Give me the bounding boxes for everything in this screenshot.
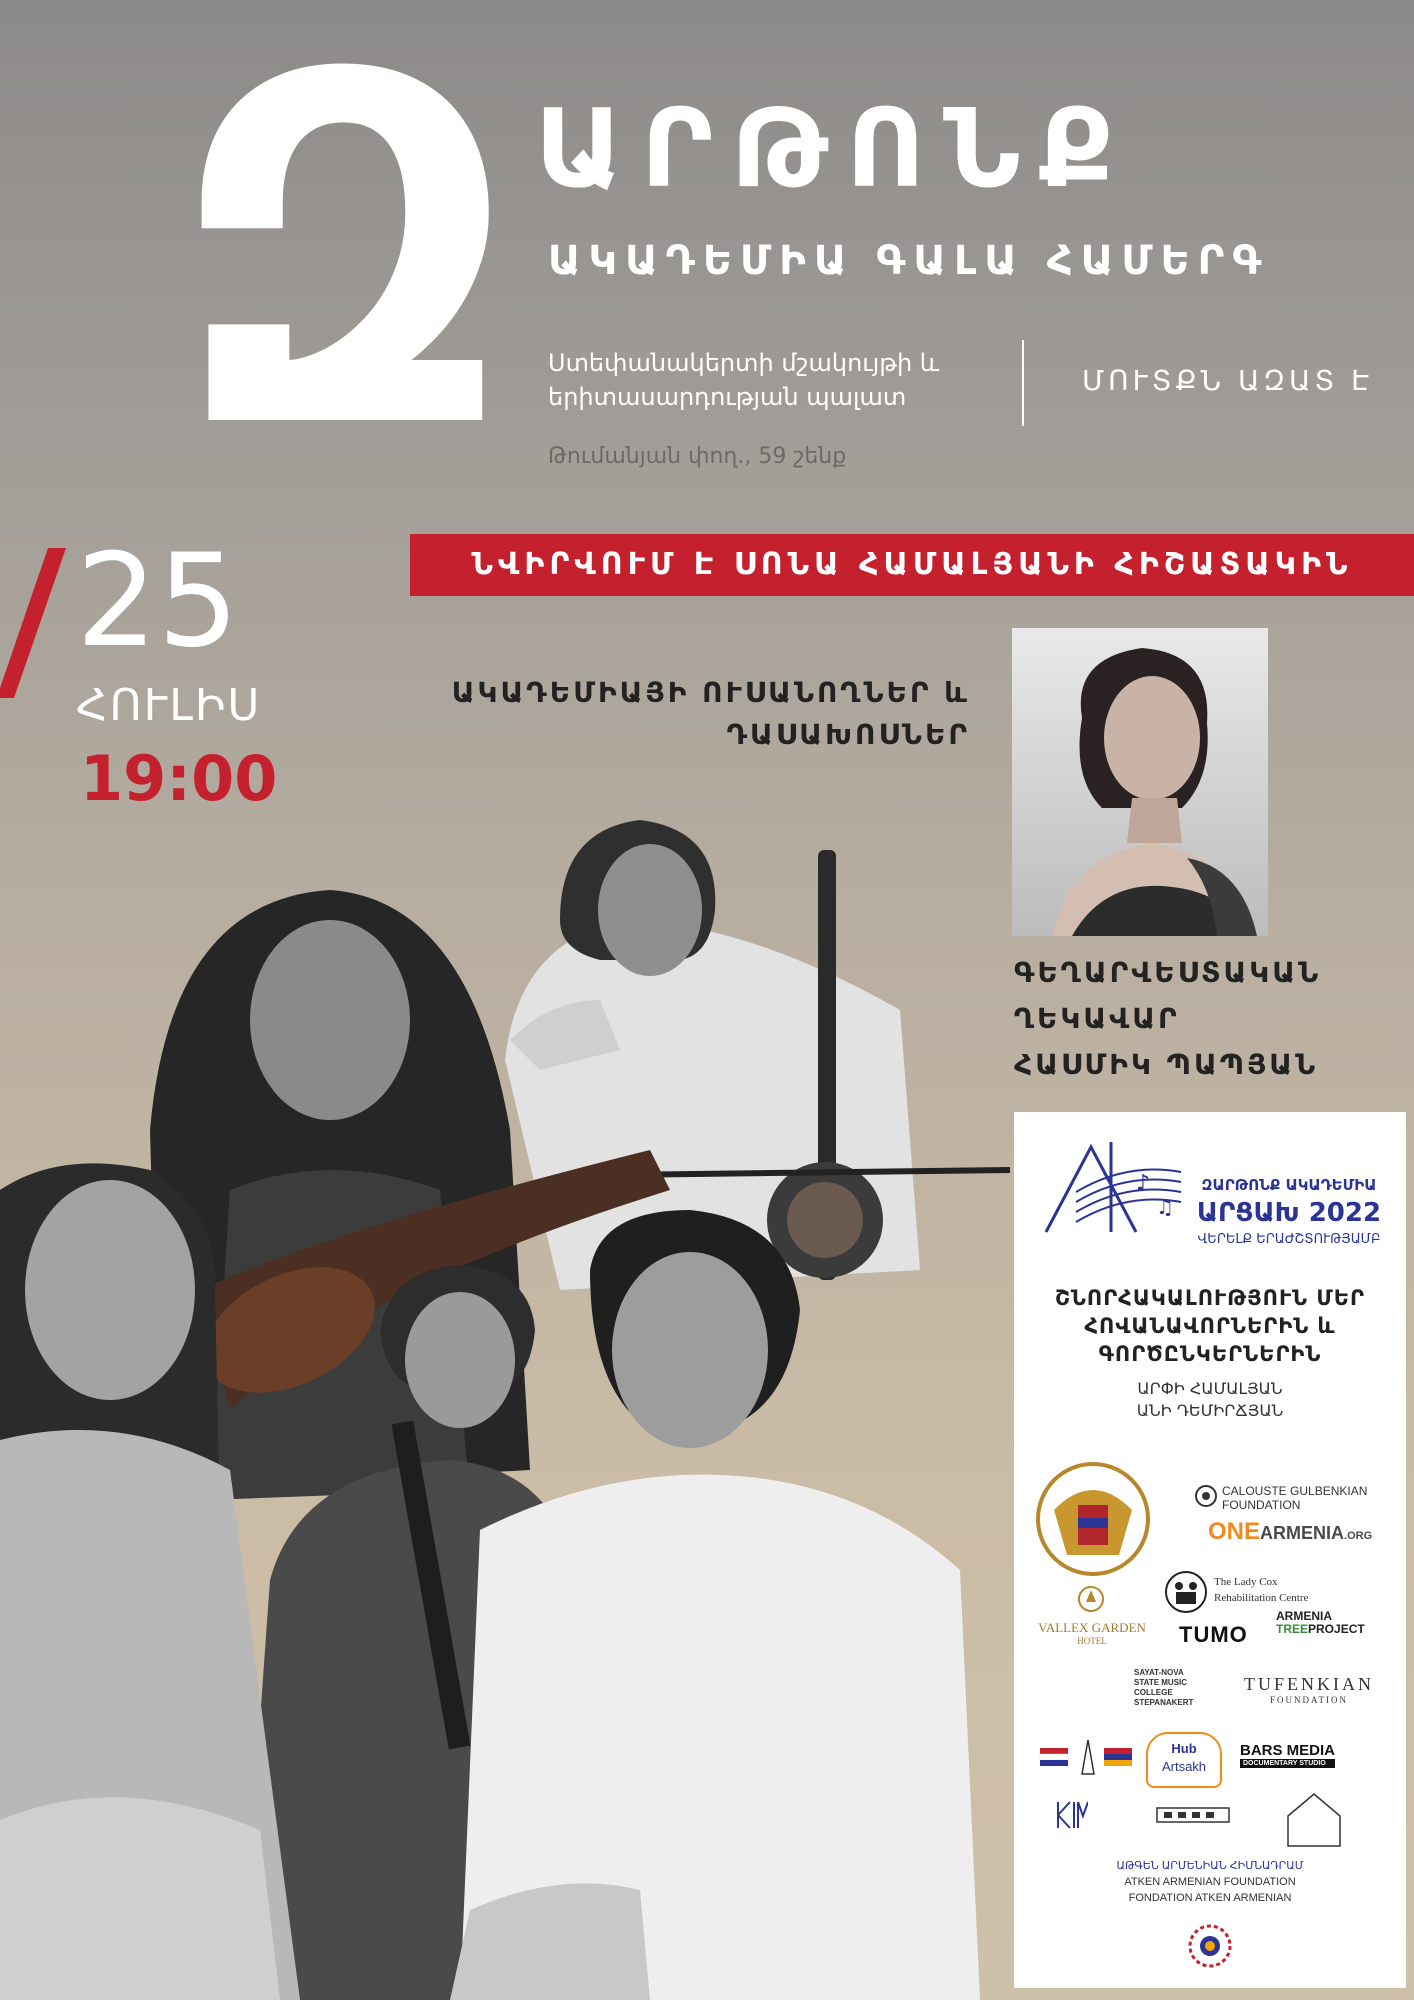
thanks-line-3: ԳՈՐԾԸՆԿԵՐՆԵՐԻՆ [1098, 1342, 1322, 1366]
thanks-heading [1034, 1284, 1386, 1368]
gulbenkian-icon [1194, 1484, 1218, 1508]
atken-line-2: ATKEN ARMENIAN FOUNDATION [1124, 1876, 1296, 1888]
academy-name: ԶԱՐԹՈՆՔ ԱԿԱԴԵՄԻԱ [1201, 1176, 1377, 1194]
armenia-tree-line-3: PROJECT [1308, 1622, 1365, 1636]
event-month: ՀՈՒԼԻՍ [76, 680, 262, 731]
relocation-project-house-icon [1284, 1790, 1344, 1848]
academy-logo [1036, 1132, 1186, 1242]
dedication-banner [410, 534, 1414, 596]
poster-title: ԱՐԹՈՆՔ [535, 87, 1132, 212]
academy-year: ԱՐՑԱԽ 2022 [1196, 1198, 1382, 1228]
gulbenkian-line-2: FOUNDATION [1222, 1498, 1301, 1512]
dedication-text: ՆՎԻՐՎՈՒՄ Է ՍՈՆԱ ՀԱՄԱԼՅԱՆԻ ՀԻՇԱՏԱԿԻՆ [471, 547, 1353, 582]
director-line-2: ՂԵԿԱՎԱՐ [1014, 1002, 1180, 1035]
venue-line-2: երիտասարդության պալատ [548, 383, 907, 411]
kim-logo [1054, 1798, 1088, 1832]
gulbenkian-logo [1222, 1484, 1367, 1512]
svg-text:♪: ♪ [1136, 1171, 1151, 1196]
free-entry-text: ՄՈՒՏՔՆ ԱԶԱՏ Է [1082, 364, 1374, 397]
bars-line-1: BARS MEDIA [1240, 1742, 1336, 1759]
sponsors-panel [1014, 1112, 1406, 1988]
vallex-garden-logo [1030, 1620, 1154, 1646]
atken-line-3: FONDATION ATKEN ARMENIAN [1128, 1892, 1292, 1904]
venue-divider [1022, 340, 1024, 426]
venue-line-1: Ստեփանակերտի մշակույթի և [548, 349, 940, 377]
onearmenia-one: ONE [1208, 1518, 1261, 1545]
sayat-nova-college-logo [1134, 1668, 1193, 1708]
armenia-tree-project-logo [1276, 1610, 1365, 1636]
vallex-line-1: VALLEX GARDEN [1038, 1620, 1146, 1635]
vallex-line-2: HOTEL [1077, 1636, 1107, 1646]
lady-cox-icon [1164, 1570, 1208, 1614]
director-line-3: ՀԱՍՄԻԿ ՊԱՊՅԱՆ [1014, 1048, 1319, 1081]
artistic-director-caption [1014, 950, 1394, 1088]
musicians-photo-collage [0, 770, 1010, 2000]
performers-line-2: ԴԱՍԱԽՈՍՆԵՐ [726, 718, 970, 751]
performers-line-1: ԱԿԱԴԵՄԻԱՅԻ ՈՒՍԱՆՈՂՆԵՐ և [451, 676, 970, 709]
sayat-line-1: SAYAT-NOVA [1134, 1668, 1184, 1677]
onearmenia-org: .ORG [1344, 1530, 1373, 1542]
thanks-names [1034, 1378, 1386, 1422]
venue-name [548, 346, 988, 414]
atken-emblem-icon [1186, 1922, 1234, 1970]
sayat-line-4: STEPANAKERT [1134, 1698, 1194, 1707]
lady-cox-logo [1214, 1574, 1308, 1606]
sayat-line-3: COLLEGE [1134, 1688, 1173, 1697]
hub-line-2: Artsakh [1161, 1759, 1207, 1774]
onearmenia-rest: ARMENIA [1260, 1523, 1345, 1543]
atken-foundation-logo [1024, 1858, 1396, 1906]
armenia-tree-line-2: TREE [1276, 1622, 1309, 1636]
thanks-name-1: ԱՐՓԻ ՀԱՄԱԼՅԱՆ [1137, 1379, 1283, 1398]
onearmenia-logo [1208, 1518, 1372, 1546]
hub-line-1: Hub [1171, 1741, 1197, 1756]
vallex-garden-icon [1076, 1584, 1106, 1614]
bars-media-logo [1240, 1742, 1335, 1768]
atken-line-1: ԱԹԳԵՆ ԱՐՄԵՆԻԱՆ ՀԻՄՆԱԴՐԱՄ [1116, 1860, 1304, 1872]
poster-subtitle: ԱԿԱԴԵՄԻԱ ԳԱԼԱ ՀԱՄԵՐԳ [548, 238, 1270, 284]
tufenkian-line-2: FOUNDATION [1270, 1695, 1348, 1705]
thanks-name-2: ԱՆԻ ԴԵՄԻՐՃՅԱՆ [1136, 1401, 1284, 1420]
thanks-line-1: ՇՆՈՐՀԱԿԱԼՈՒԹՅՈՒՆ ՄԵՐ [1054, 1286, 1366, 1310]
bars-line-2: DOCUMENTARY STUDIO [1240, 1759, 1335, 1768]
director-line-1: ԳԵՂԱՐՎԵՍՏԱԿԱՆ [1014, 956, 1322, 989]
miaseen-logo [1156, 1806, 1230, 1826]
lady-cox-line-1: The Lady Cox [1214, 1576, 1278, 1588]
coat-of-arms-logo [1034, 1460, 1152, 1578]
lady-cox-line-2: Rehabilitation Centre [1214, 1592, 1309, 1604]
director-portrait [1012, 628, 1268, 936]
svg-text:♫: ♫ [1156, 1195, 1174, 1219]
performers-caption [430, 672, 970, 756]
event-time: 19:00 [80, 742, 278, 815]
event-day: 25 [76, 527, 239, 676]
tumo-logo: TUMO [1179, 1622, 1248, 1647]
gulbenkian-line-1: CALOUSTE GULBENKIAN [1222, 1484, 1368, 1498]
partner-flags-logo [1038, 1734, 1138, 1782]
sayat-line-2: STATE MUSIC [1134, 1678, 1188, 1687]
thanks-line-2: ՀՈՎԱՆԱՎՈՐՆԵՐԻՆ և [1084, 1314, 1336, 1338]
red-slash-decoration [0, 548, 70, 698]
armenia-tree-line-1: ARMENIA [1276, 1609, 1332, 1623]
hub-artsakh-logo [1146, 1732, 1222, 1788]
venue-address: Թումանյան փող., 59 շենք [548, 444, 847, 469]
academy-motto: ՎԵՐԵԼՔ ԵՐԱԺՇՏՈՒԹՅԱՄԲ [1197, 1232, 1381, 1247]
tufenkian-line-1: TUFENKIAN [1244, 1674, 1374, 1694]
tufenkian-logo [1234, 1674, 1384, 1705]
big-initial-letter: Զ [170, 0, 523, 534]
